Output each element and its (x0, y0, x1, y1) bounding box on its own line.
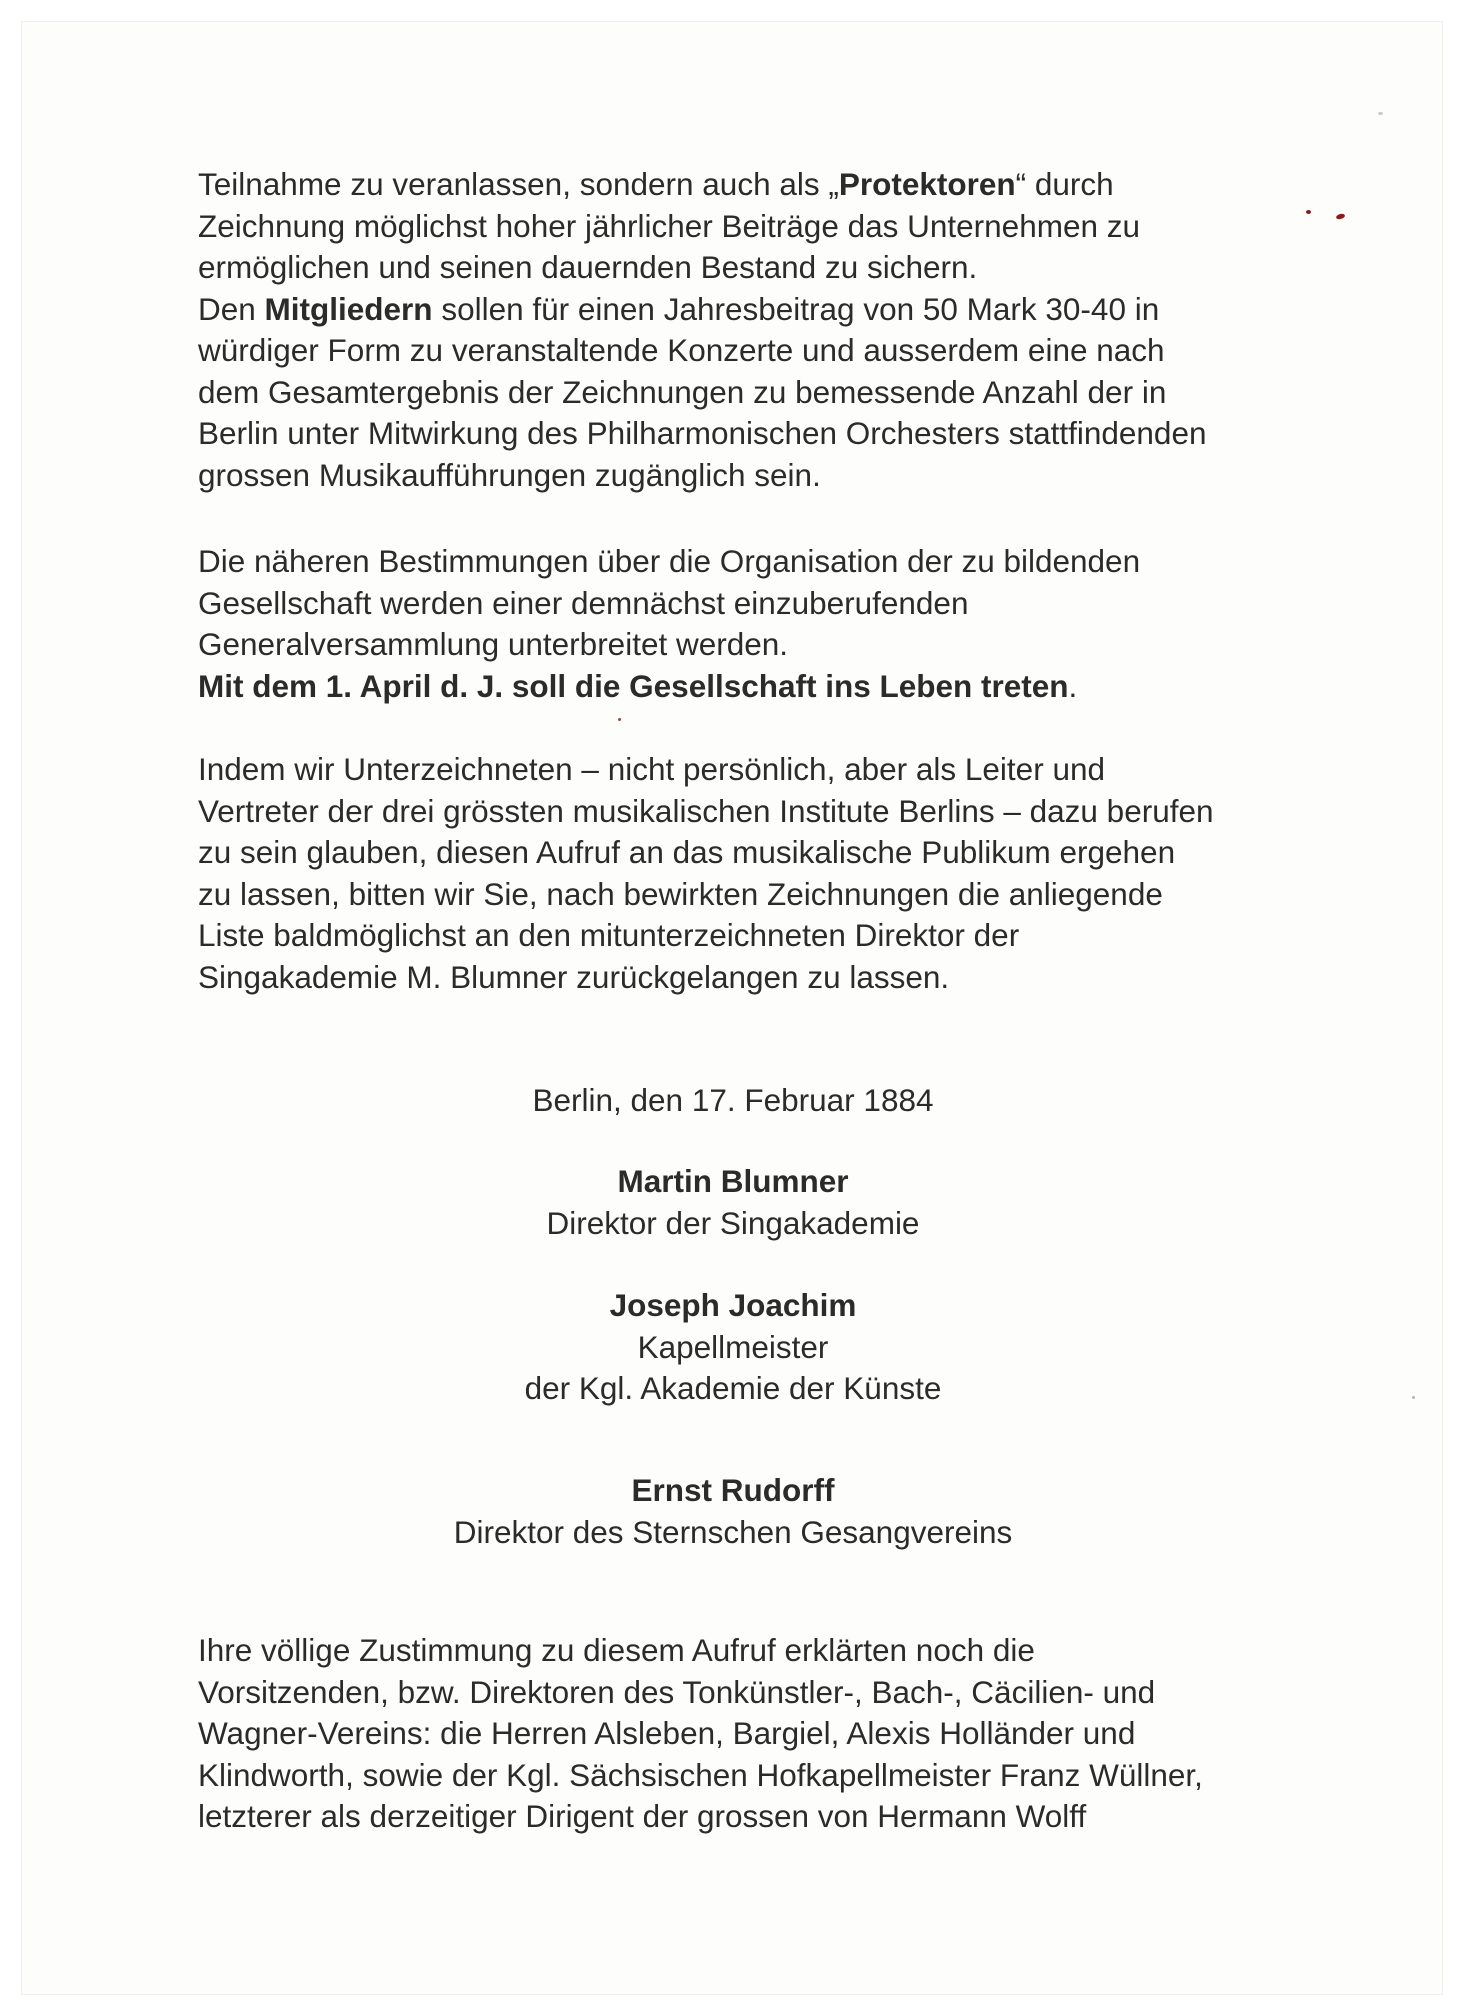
text-line: grossen Musikaufführungen zugänglich sein. (198, 456, 821, 493)
text-line: letzterer als derzeitiger Dirigent der grossen von Hermann Wolff (198, 1798, 1087, 1834)
text-line: Vertreter der drei grössten musikalischen Institute Berlins – dazu berufen (198, 792, 1214, 829)
date-place-line (0, 1080, 1466, 1122)
paragraph-endorsements (198, 1630, 1338, 1838)
signatory-block (0, 1470, 1466, 1553)
dust-speck (1378, 112, 1383, 115)
text-span: Teilnahme zu veranlassen, sondern auch als „ (198, 166, 839, 202)
text-span: Den (198, 290, 265, 327)
paragraph-organisation (198, 541, 1338, 707)
signatory-name: Ernst Rudorff (631, 1472, 835, 1508)
signatory-title: Kapellmeister (637, 1328, 829, 1365)
text-span: sollen für einen Jahresbeitrag von 50 Mark 30-40 in (432, 290, 1160, 327)
text-line: Liste baldmöglichst an den mitunterzeichneten Direktor der (198, 917, 1020, 953)
text-line: Vorsitzenden, bzw. Direktoren des Tonkünstler-, Bach-, Cäcilien- und (198, 1673, 1156, 1710)
text-line: Gesellschaft werden einer demnächst einzuberufenden (198, 584, 969, 621)
text-line: zu sein glauben, diesen Aufruf an das musikalische Publikum ergehen (198, 834, 1176, 870)
date-text: Berlin, den 17. Februar 1884 (532, 1082, 934, 1118)
ink-speck (618, 718, 621, 721)
text-line (198, 164, 1338, 206)
text-line: Klindworth, sowie der Kgl. Sächsischen Hofkapellmeister Franz Wüllner, (198, 1756, 1203, 1793)
signatory-block (0, 1161, 1466, 1244)
text-span: “ durch (1015, 166, 1114, 202)
text-line: dem Gesamtergebnis der Zeichnungen zu bemessende Anzahl der in (198, 373, 1167, 410)
signatory-name: Martin Blumner (617, 1163, 849, 1199)
signatory-title: der Kgl. Akademie der Künste (524, 1370, 942, 1406)
paragraph-protectors-members (198, 164, 1338, 496)
text-line: Generalversammlung unterbreitet werden. (198, 626, 789, 662)
signatory-title: Direktor der Singakademie (546, 1204, 920, 1241)
text-line (198, 666, 1338, 708)
signatory-title: Direktor des Sternschen Gesangvereins (453, 1513, 1013, 1550)
signatory-name: Joseph Joachim (609, 1287, 857, 1323)
signatory-block (0, 1285, 1466, 1410)
text-span: . (1068, 667, 1078, 704)
text-line: Ihre völlige Zustimmung zu diesem Aufruf erklärten noch die (198, 1632, 1035, 1668)
bold-start-date-statement: Mit dem 1. April d. J. soll die Gesellschaft ins Leben treten (198, 667, 1069, 704)
bold-term-mitgliedern: Mitgliedern (264, 290, 433, 327)
text-line: Indem wir Unterzeichneten – nicht persönlich, aber als Leiter und (198, 751, 1105, 787)
paragraph-appeal (198, 749, 1338, 998)
bold-term-protektoren: Protektoren (838, 166, 1016, 202)
text-line (198, 289, 1338, 331)
text-line: Wagner-Vereins: die Herren Alsleben, Bargiel, Alexis Holländer und (198, 1715, 1136, 1751)
text-line: Singakademie M. Blumner zurückgelangen zu lassen. (198, 958, 950, 995)
text-line: Zeichnung möglichst hoher jährlicher Beiträge das Unternehmen zu (198, 207, 1141, 244)
text-line: Die näheren Bestimmungen über die Organisation der zu bildenden (198, 543, 1141, 579)
text-line: ermöglichen und seinen dauernden Bestand zu sichern. (198, 249, 978, 285)
text-line: Berlin unter Mitwirkung des Philharmonischen Orchesters stattfindenden (198, 415, 1207, 451)
text-line: würdiger Form zu veranstaltende Konzerte und ausserdem eine nach (198, 332, 1165, 368)
text-line: zu lassen, bitten wir Sie, nach bewirkten Zeichnungen die anliegende (198, 875, 1163, 912)
